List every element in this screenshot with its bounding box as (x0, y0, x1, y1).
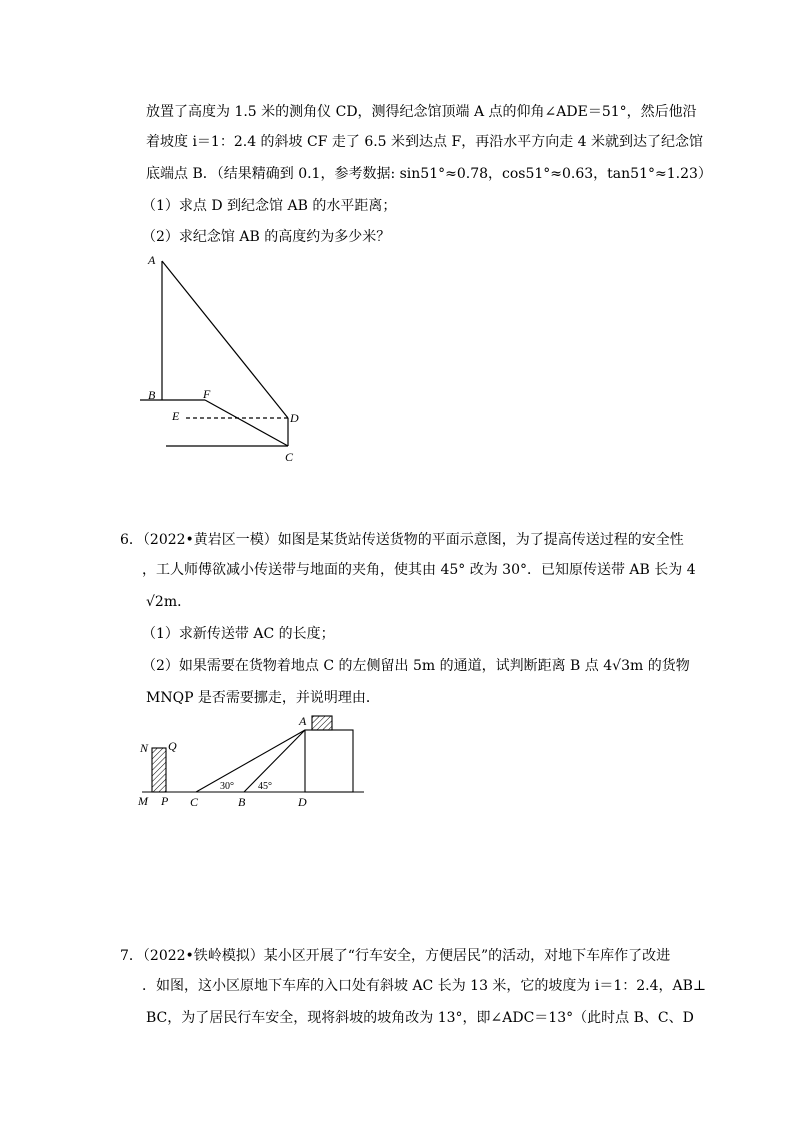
p5-text-line-2: 着坡度 i＝1：2.4 的斜坡 CF 走了 6.5 米到达点 F，再沿水平方向走 4 米就到达了纪念馆 (146, 134, 704, 150)
label-B: B (148, 388, 156, 402)
p5-text-line-1: 放置了高度为 1.5 米的测角仪 CD，测得纪念馆顶端 A 点的仰角∠ADE＝51°，然后他沿 (146, 104, 697, 120)
platform-block (305, 730, 353, 792)
label-Q: Q (168, 739, 177, 753)
p6-question-2-cont: MNQP 是否需要挪走，并说明理由． (146, 690, 380, 706)
cargo-on-platform (312, 716, 332, 730)
p6-question-1: （1）求新传送带 AC 的长度； (142, 626, 335, 642)
p6-question-2: （2）如果需要在货物着地点 C 的左侧留出 5m 的通道，试判断距离 B 点 4√3m 的货物 (142, 658, 690, 674)
label-D: D (290, 411, 299, 425)
label-E: E (172, 409, 180, 423)
p5-question-2: （2）求纪念馆 AB 的高度约为多少米？ (142, 229, 391, 245)
p6-text-line-2: ，工人师傅欲减小传送带与地面的夹角，使其由 45° 改为 30°．已知原传送带 AB 长为 4 (142, 562, 696, 578)
p6-text-line-3: √2m． (146, 594, 192, 610)
label-A: A (148, 253, 156, 267)
belt-AB (244, 730, 305, 792)
angle-30-label: 30° (220, 781, 234, 792)
label-D: D (298, 795, 307, 809)
angle-45-label: 45° (258, 781, 272, 792)
p7-text-line-2: ．如图，这小区原地下车库的入口处有斜坡 AC 长为 13 米，它的坡度为 i＝1：2.4，AB⊥ (142, 978, 707, 994)
belt-AC (196, 730, 305, 792)
p6-text-line-1: 6．（2022•黄岩区一模）如图是某货站传送货物的平面示意图，为了提高传送过程的安全性 (120, 532, 684, 548)
label-C: C (285, 450, 294, 464)
label-N: N (140, 741, 149, 755)
label-P: P (161, 794, 169, 808)
slope-FC (205, 400, 288, 446)
p5-text-line-3: 底端点 B．（结果精确到 0.1，参考数据: sin51°≈0.78，cos51°≈0.63，tan51°≈1.23） (146, 166, 712, 182)
label-F: F (203, 387, 211, 401)
segment-AD (162, 261, 288, 418)
label-C: C (190, 795, 199, 809)
p7-text-line-1: 7．（2022•铁岭模拟）某小区开展了“行车安全，方便居民”的活动，对地下车库作了改进 (120, 948, 671, 964)
p5-question-1: （1）求点 D 到纪念馆 AB 的水平距离； (142, 198, 397, 214)
label-A: A (299, 714, 307, 728)
cargo-MNQP (152, 748, 166, 792)
label-B: B (238, 795, 246, 809)
p7-text-line-3: BC，为了居民行车安全，现将斜坡的坡角改为 13°，即∠ADC＝13°（此时点 B、C、D (146, 1010, 694, 1026)
label-M: M (138, 794, 148, 808)
